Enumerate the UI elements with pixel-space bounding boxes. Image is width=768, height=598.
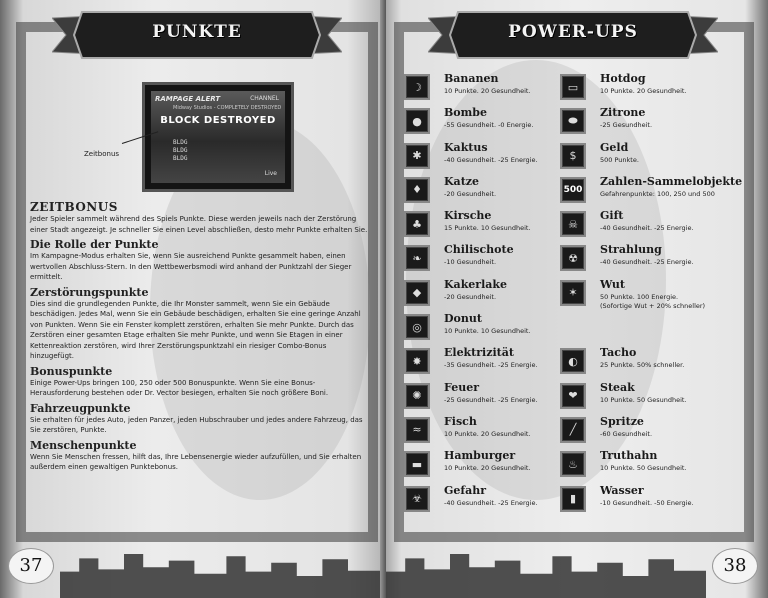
powerup-name: Spritze [600,414,644,428]
powerup-effect: -10 Gesundheit. [444,258,497,267]
powerup-name: Elektrizität [444,346,514,360]
powerup-effect: 10 Punkte. 10 Gesundheit. [444,327,531,336]
powerup-name: Gefahr [444,483,487,497]
speedometer-icon: ◐ [560,348,586,374]
cat-icon: ♦ [404,177,430,203]
money-bag-icon: $ [560,143,586,169]
game-screenshot [142,82,294,192]
powerup-name: Kakerlake [444,277,508,291]
banner-power-ups [428,8,718,62]
page-number: 37 [8,548,54,584]
skull-icon: ☠ [560,211,586,237]
number-500-icon: 500 [560,177,586,203]
powerup-item [560,381,760,415]
powerup-spacer [560,312,760,346]
powerup-name: Bananen [444,72,499,85]
powerups-column-right [560,72,760,518]
screenshot-studio-text: Midway Studios - COMPLETELY DESTROYED [173,105,282,111]
radiation-icon: ☢ [560,245,586,271]
page-title: POWER-UPS [508,22,638,42]
powerup-item [560,209,760,243]
screenshot-alert-text: RAMPAGE ALERT [155,95,221,103]
turkey-icon: ♨ [560,451,586,477]
powerup-effect: 10 Punkte. 50 Gesundheit. [600,464,687,473]
bomb-icon: ● [404,108,430,134]
page-38 [386,0,768,598]
section-title: Bonuspunkte [30,364,113,378]
powerup-name: Hamburger [444,449,516,463]
cactus-icon: ✱ [404,143,430,169]
powerup-item [404,449,572,483]
powerup-name: Kaktus [444,140,488,154]
powerup-effect: Gefahrenpunkte: 100, 250 und 500 [600,189,715,198]
powerup-effect: -25 Gesundheit. -25 Energie. [444,395,538,404]
powerup-effect: 10 Punkte. 20 Gesundheit. [444,429,531,438]
powerup-effect: -20 Gesundheit. [444,189,497,198]
powerup-effect: 10 Punkte. 20 Gesundheit. [444,87,531,95]
hotdog-icon: ▭ [560,74,586,100]
banana-icon: ☽ [404,74,430,100]
rampage-icon: ✶ [560,280,586,306]
banner-punkte [52,8,342,62]
powerup-item [560,346,760,380]
score-line: BLDG [173,147,188,154]
city-skyline [386,554,706,598]
screenshot-live-text: Live [264,170,277,177]
powerup-name: Kirsche [444,209,492,223]
powerup-name: Bombe [444,106,487,120]
powerup-item [404,141,572,175]
powerup-item [560,175,760,209]
powerup-name: Zitrone [600,106,646,120]
city-skyline [60,554,380,598]
cherry-icon: ♣ [404,211,430,237]
powerup-effect: -40 Gesundheit. -25 Energie. [444,155,538,164]
powerup-name: Strahlung [600,243,662,257]
powerup-item [404,278,572,312]
points-content [30,200,372,473]
powerup-item [404,312,572,346]
syringe-icon: ╱ [560,417,586,443]
powerup-item [560,415,760,449]
chili-icon: ❧ [404,245,430,271]
powerup-item [404,209,572,243]
section-text: Dies sind die grundlegenden Punkte, die Ihr Monster sammelt, wenn Sie ein Gebäude beschädigen. Jedes Mal, wenn Sie ein Gebäude beschädigen, erhalten Sie eine geringe Anzahl von Punkten. Wenn Sie ein Fenster komplett zerstören, erhalten Sie mehr Punkte. Durch das Zerstören einer gesamten Etage erhalten Sie mehr Punkte, und wenn Sie Etagen in einer Kettenreaktion zerstören, wird Ihrer Zerstörungspunktzahl ein riesiger Combo-Bonus hinzugefügt. [30,299,361,360]
screenshot-message: BLOCK DESTROYED [160,115,276,126]
powerup-effect: 500 Punkte. [600,155,639,164]
powerup-name: Zahlen-Sammelobjekte [600,174,743,188]
powerup-name: Feuer [444,380,479,394]
powerup-item [560,141,760,175]
powerup-name: Katze [444,174,480,188]
section-title: Fahrzeugpunkte [30,401,131,415]
powerup-effect: 10 Punkte. 50 Gesundheit. [600,395,687,404]
powerup-item [404,415,572,449]
powerup-item [404,243,572,277]
powerups-column-left [404,72,572,518]
section-text: Sie erhalten für jedes Auto, jeden Panzer, jeden Hubschrauber und jedes andere Fahrzeug, das Sie zerstören, Punkte. [30,415,363,434]
section-title: Die Rolle der Punkte [30,238,159,251]
powerup-item [404,175,572,209]
powerup-name: Gift [600,209,624,223]
electricity-icon: ✸ [404,348,430,374]
powerup-name: Wut [600,277,625,291]
powerup-name: Fisch [444,414,477,428]
section-text: Wenn Sie Menschen fressen, hilft das, Ihre Lebensenergie wieder aufzufüllen, und Sie erhalten außerdem einen gewaltigen Punktebonus. [30,452,362,471]
powerup-name: Truthahn [600,449,658,463]
section-text: Im Kampagne-Modus erhalten Sie, wenn Sie ausreichend Punkte gesammelt haben, einen wertvollen Abschluss-Stern. In den Wettbewerbsmodi wird anhand der Punktzahl der Sieger ermittelt. [30,252,352,281]
fish-icon: ≈ [404,417,430,443]
powerup-effect: -25 Gesundheit. [600,121,653,130]
powerup-effect: -35 Gesundheit. -25 Energie. [444,361,538,370]
powerup-item [560,278,760,312]
score-line: BLDG [173,155,188,162]
fire-icon: ✺ [404,383,430,409]
water-bottle-icon: ▮ [560,486,586,512]
powerup-item [560,243,760,277]
callout-label: Zeitbonus [84,150,120,158]
powerup-effect: -60 Gesundheit. [600,429,653,438]
powerup-effect: -10 Gesundheit. -50 Energie. [600,498,694,507]
powerup-name: Chilischote [444,243,514,257]
screenshot-score [173,139,187,163]
page-title: PUNKTE [152,22,242,42]
powerup-item [404,106,572,140]
powerup-name: Geld [600,140,629,154]
score-line: BLDG [173,139,188,146]
powerup-item [560,72,760,106]
section-title: Menschenpunkte [30,438,137,452]
powerup-item [560,449,760,483]
powerup-name: Tacho [600,346,637,360]
powerup-effect: -40 Gesundheit. -25 Energie. [600,224,694,233]
powerup-name: Steak [600,380,635,394]
powerup-item [404,346,572,380]
powerup-effect: -40 Gesundheit. -25 Energie. [444,498,538,507]
powerup-effect-note: (Sofortige Wut + 20% schneller) [600,301,706,310]
section-text: Einige Power-Ups bringen 100, 250 oder 500 Bonuspunkte. Wenn Sie eine Bonus-Herausforderung bestehen oder Dr. Vector besiegen, erhalten Sie noch größere Boni. [30,378,329,397]
hamburger-icon: ▬ [404,451,430,477]
powerup-item [404,484,572,518]
powerup-name: Wasser [600,483,644,497]
powerup-effect: -20 Gesundheit. [444,292,497,301]
intro-text: Jeder Spieler sammelt während des Spiels Punkte. Diese werden jeweils nach der Zerstörung einer Stadt angezeigt. Je schneller Sie einen Level abschließen, desto mehr Punkte erhalten Sie. [30,215,368,234]
cockroach-icon: ◆ [404,280,430,306]
powerup-effect: 25 Punkte. 50% schneller. [600,361,685,370]
powerup-effect: 50 Punkte. 100 Energie. [600,292,679,301]
powerup-name: Hotdog [600,72,646,85]
powerup-name: Donut [444,312,482,326]
powerup-effect: -40 Gesundheit. -25 Energie. [600,258,694,267]
powerup-item [404,381,572,415]
screenshot-channel-text: CHANNEL [250,95,279,102]
steak-icon: ❤ [560,383,586,409]
powerup-effect: 15 Punkte. 10 Gesundheit. [444,224,531,233]
section-title: Zerstörungspunkte [30,285,149,299]
powerup-item [404,72,572,106]
section-heading: ZEITBONUS [30,200,118,214]
powerup-effect: -55 Gesundheit. -0 Energie. [444,121,534,130]
donut-icon: ◎ [404,314,430,340]
powerup-effect: 10 Punkte. 20 Gesundheit. [444,464,531,473]
powerup-effect: 10 Punkte. 20 Gesundheit. [600,87,687,95]
powerup-item [560,484,760,518]
powerup-item [560,106,760,140]
lemon-icon: ⬬ [560,108,586,134]
page-number: 38 [712,548,758,584]
biohazard-icon: ☣ [404,486,430,512]
